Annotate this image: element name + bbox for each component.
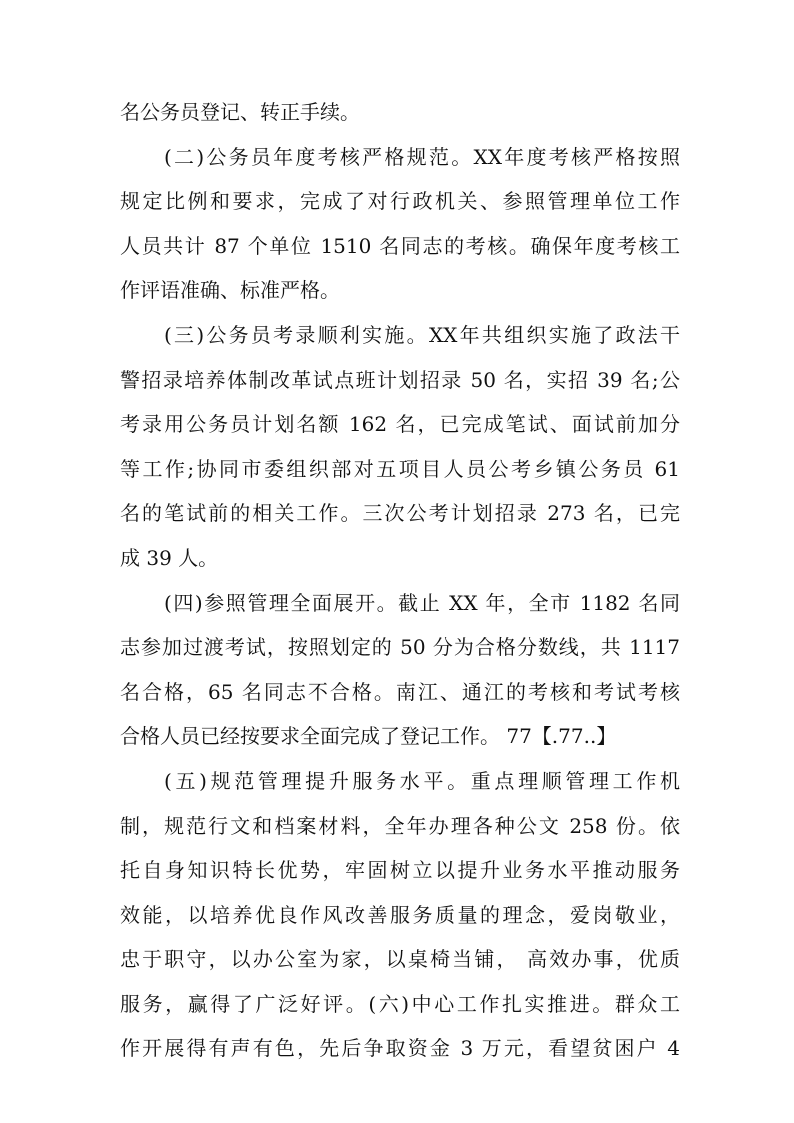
text-line: 效能，以培养优良作风改善服务质量的理念，爱岗敬业， <box>120 902 680 927</box>
text-line: 人员共计 87 个单位 1510 名同志的考核。确保年度考核工 <box>120 233 680 258</box>
document-page <box>120 90 680 1071</box>
paragraph-heading-line: (二)公务员年度考核严格规范。XX年度考核严格按照 <box>164 144 680 169</box>
text-line: 规定比例和要求，完成了对行政机关、参照管理单位工作 <box>120 189 680 214</box>
text-line: 作开展得有声有色，先后争取资金 3 万元，看望贫困户 4 <box>120 1036 680 1061</box>
text-line: 合格人员已经按要求全面完成了登记工作。 77【.77..】 <box>120 724 617 749</box>
text-line: 等工作;协同市委组织部对五项目人员公考乡镇公务员 61 <box>120 456 680 481</box>
text-line: 成 39 人。 <box>120 545 219 570</box>
text-line: 服务，赢得了广泛好评。(六)中心工作扎实推进。群众工 <box>120 991 680 1016</box>
text-line: 忠于职守，以办公室为家，以桌椅当铺， 高效办事，优质 <box>120 947 680 972</box>
paragraph-heading-line: (五)规范管理提升服务水平。重点理顺管理工作机 <box>164 768 680 793</box>
text-line: 作评语准确、标准严格。 <box>120 278 340 303</box>
text-line: 托自身知识特长优势，牢固树立以提升业务水平推动服务 <box>120 858 680 883</box>
paragraph-heading-line: (三)公务员考录顺利实施。XX年共组织实施了政法干 <box>164 322 680 347</box>
text-line: 制，规范行文和档案材料，全年办理各种公文 258 份。依 <box>120 813 680 838</box>
text-line: 名合格，65 名同志不合格。南江、通江的考核和考试考核 <box>120 679 680 704</box>
paragraph-heading-line: (四)参照管理全面展开。截止 XX 年，全市 1182 名同 <box>164 590 680 615</box>
text-line: 志参加过渡考试，按照划定的 50 分为合格分数线，共 1117 <box>120 635 680 660</box>
text-line: 考录用公务员计划名额 162 名，已完成笔试、面试前加分 <box>120 412 680 437</box>
text-line: 名公务员登记、转正手续。 <box>120 100 360 124</box>
text-line: 警招录培养体制改革试点班计划招录 50 名，实招 39 名;公 <box>120 367 680 392</box>
text-line: 名的笔试前的相关工作。三次公考计划招录 273 名，已完 <box>120 501 680 526</box>
